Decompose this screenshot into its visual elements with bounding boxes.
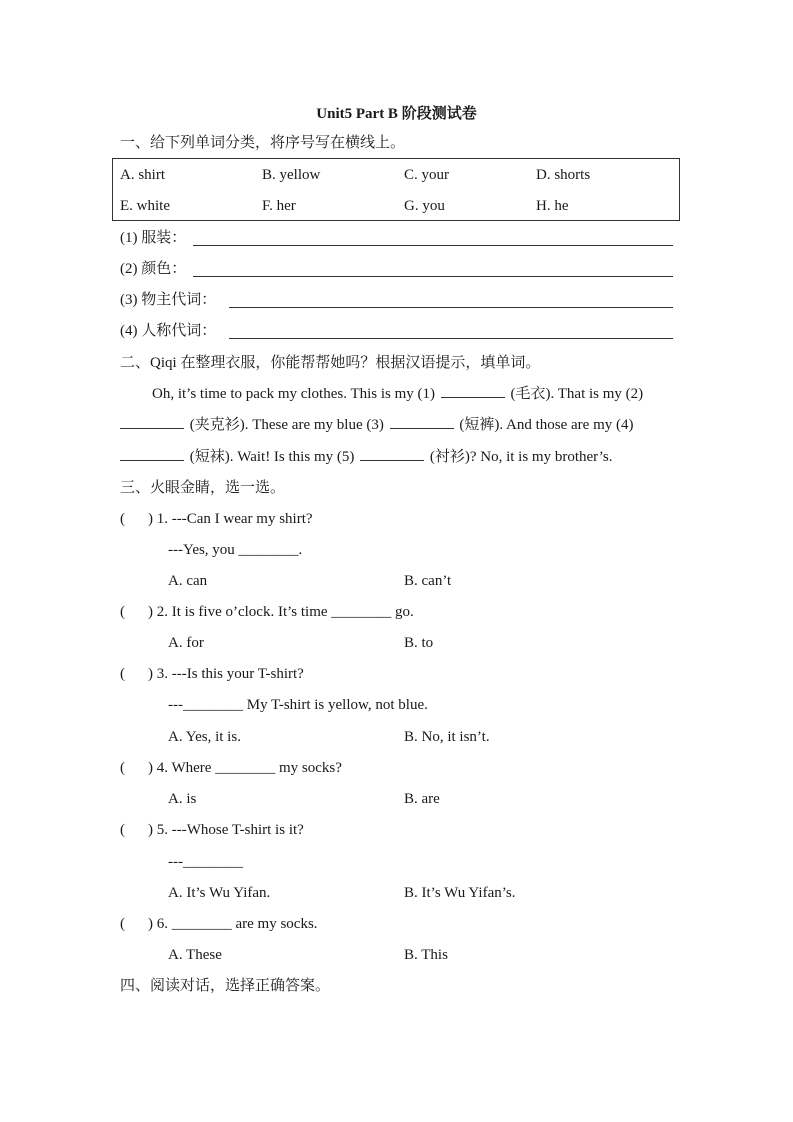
- question-1-option-a: A. can: [168, 573, 208, 589]
- question-text: ) 4. Where ________ my socks?: [148, 760, 342, 776]
- question-5-option-a: A. It’s Wu Yifan.: [168, 885, 271, 901]
- category-personal-pronoun-answer-line[interactable]: [229, 338, 673, 339]
- word-item: B. yellow: [262, 167, 321, 183]
- answer-bracket[interactable]: (: [120, 822, 125, 838]
- passage-text: (夹克衫). These are my blue (3): [186, 417, 388, 433]
- question-text: ) 6. ________ are my socks.: [148, 916, 318, 932]
- question-3-option-b: B. No, it isn’t.: [404, 729, 490, 745]
- category-color-answer-line[interactable]: [193, 276, 673, 277]
- page-title: Unit5 Part B 阶段测试卷: [316, 106, 477, 122]
- question-1-sub: ---Yes, you ________.: [168, 542, 303, 558]
- question-text: ) 1. ---Can I wear my shirt?: [148, 511, 313, 527]
- question-2: [120, 601, 414, 623]
- category-possessive-answer-line[interactable]: [229, 307, 673, 308]
- question-5: [120, 819, 304, 841]
- answer-bracket[interactable]: (: [120, 604, 125, 620]
- answer-bracket[interactable]: (: [120, 760, 125, 776]
- passage-line-3: [120, 446, 612, 468]
- blank-2[interactable]: [120, 414, 184, 429]
- section-2-heading: 二、Qiqi 在整理衣服，你能帮帮她吗？根据汉语提示，填单词。: [120, 355, 541, 371]
- question-4: [120, 757, 342, 779]
- question-4-option-b: B. are: [404, 791, 440, 807]
- passage-text: Oh, it’s time to pack my clothes. This is my (1): [152, 386, 439, 402]
- blank-4[interactable]: [120, 446, 184, 461]
- question-5-sub: ---________: [168, 854, 243, 870]
- question-6-option-b: B. This: [404, 947, 448, 963]
- section-1-heading: 一、给下列单词分类，将序号写在横线上。: [120, 135, 406, 151]
- question-6-option-a: A. These: [168, 947, 222, 963]
- section-3-heading: 三、火眼金睛，选一选。: [120, 480, 286, 496]
- question-text: ) 3. ---Is this your T-shirt?: [148, 666, 304, 682]
- section-4-heading: 四、阅读对话，选择正确答案。: [120, 978, 331, 994]
- question-3-sub: ---________ My T-shirt is yellow, not blue.: [168, 697, 428, 713]
- passage-line-2: [120, 414, 634, 436]
- answer-bracket[interactable]: (: [120, 511, 125, 527]
- word-item: E. white: [120, 198, 170, 214]
- passage-line-1: [152, 383, 643, 405]
- word-item: G. you: [404, 198, 445, 214]
- word-item: A. shirt: [120, 167, 165, 183]
- word-item: C. your: [404, 167, 449, 183]
- word-item: F. her: [262, 198, 296, 214]
- category-clothing-label: (1) 服装：: [120, 230, 187, 246]
- category-clothing-answer-line[interactable]: [193, 245, 673, 246]
- passage-text: (短袜). Wait! Is this my (5): [186, 449, 359, 465]
- blank-5[interactable]: [360, 446, 424, 461]
- answer-bracket[interactable]: (: [120, 666, 125, 682]
- question-3: [120, 663, 304, 685]
- word-item: H. he: [536, 198, 569, 214]
- question-2-option-a: A. for: [168, 635, 204, 651]
- passage-text: (毛衣). That is my (2): [506, 386, 644, 402]
- question-2-option-b: B. to: [404, 635, 434, 651]
- question-4-option-a: A. is: [168, 791, 197, 807]
- passage-text: (衬衫)? No, it is my brother’s.: [426, 449, 613, 465]
- category-personal-pronoun-label: (4) 人称代词：: [120, 323, 217, 339]
- question-text: ) 5. ---Whose T-shirt is it?: [148, 822, 304, 838]
- question-3-option-a: A. Yes, it is.: [168, 729, 241, 745]
- question-6: [120, 913, 318, 935]
- passage-text: (短裤). And those are my (4): [455, 417, 634, 433]
- category-possessive-label: (3) 物主代词：: [120, 292, 217, 308]
- question-1: [120, 508, 313, 530]
- blank-1[interactable]: [441, 383, 505, 398]
- question-text: ) 2. It is five o’clock. It’s time ________ go.: [148, 604, 414, 620]
- blank-3[interactable]: [390, 414, 454, 429]
- category-color-label: (2) 颜色：: [120, 261, 187, 277]
- answer-bracket[interactable]: (: [120, 916, 125, 932]
- word-item: D. shorts: [536, 167, 591, 183]
- question-5-option-b: B. It’s Wu Yifan’s.: [404, 885, 516, 901]
- word-bank: [112, 158, 680, 221]
- question-1-option-b: B. can’t: [404, 573, 452, 589]
